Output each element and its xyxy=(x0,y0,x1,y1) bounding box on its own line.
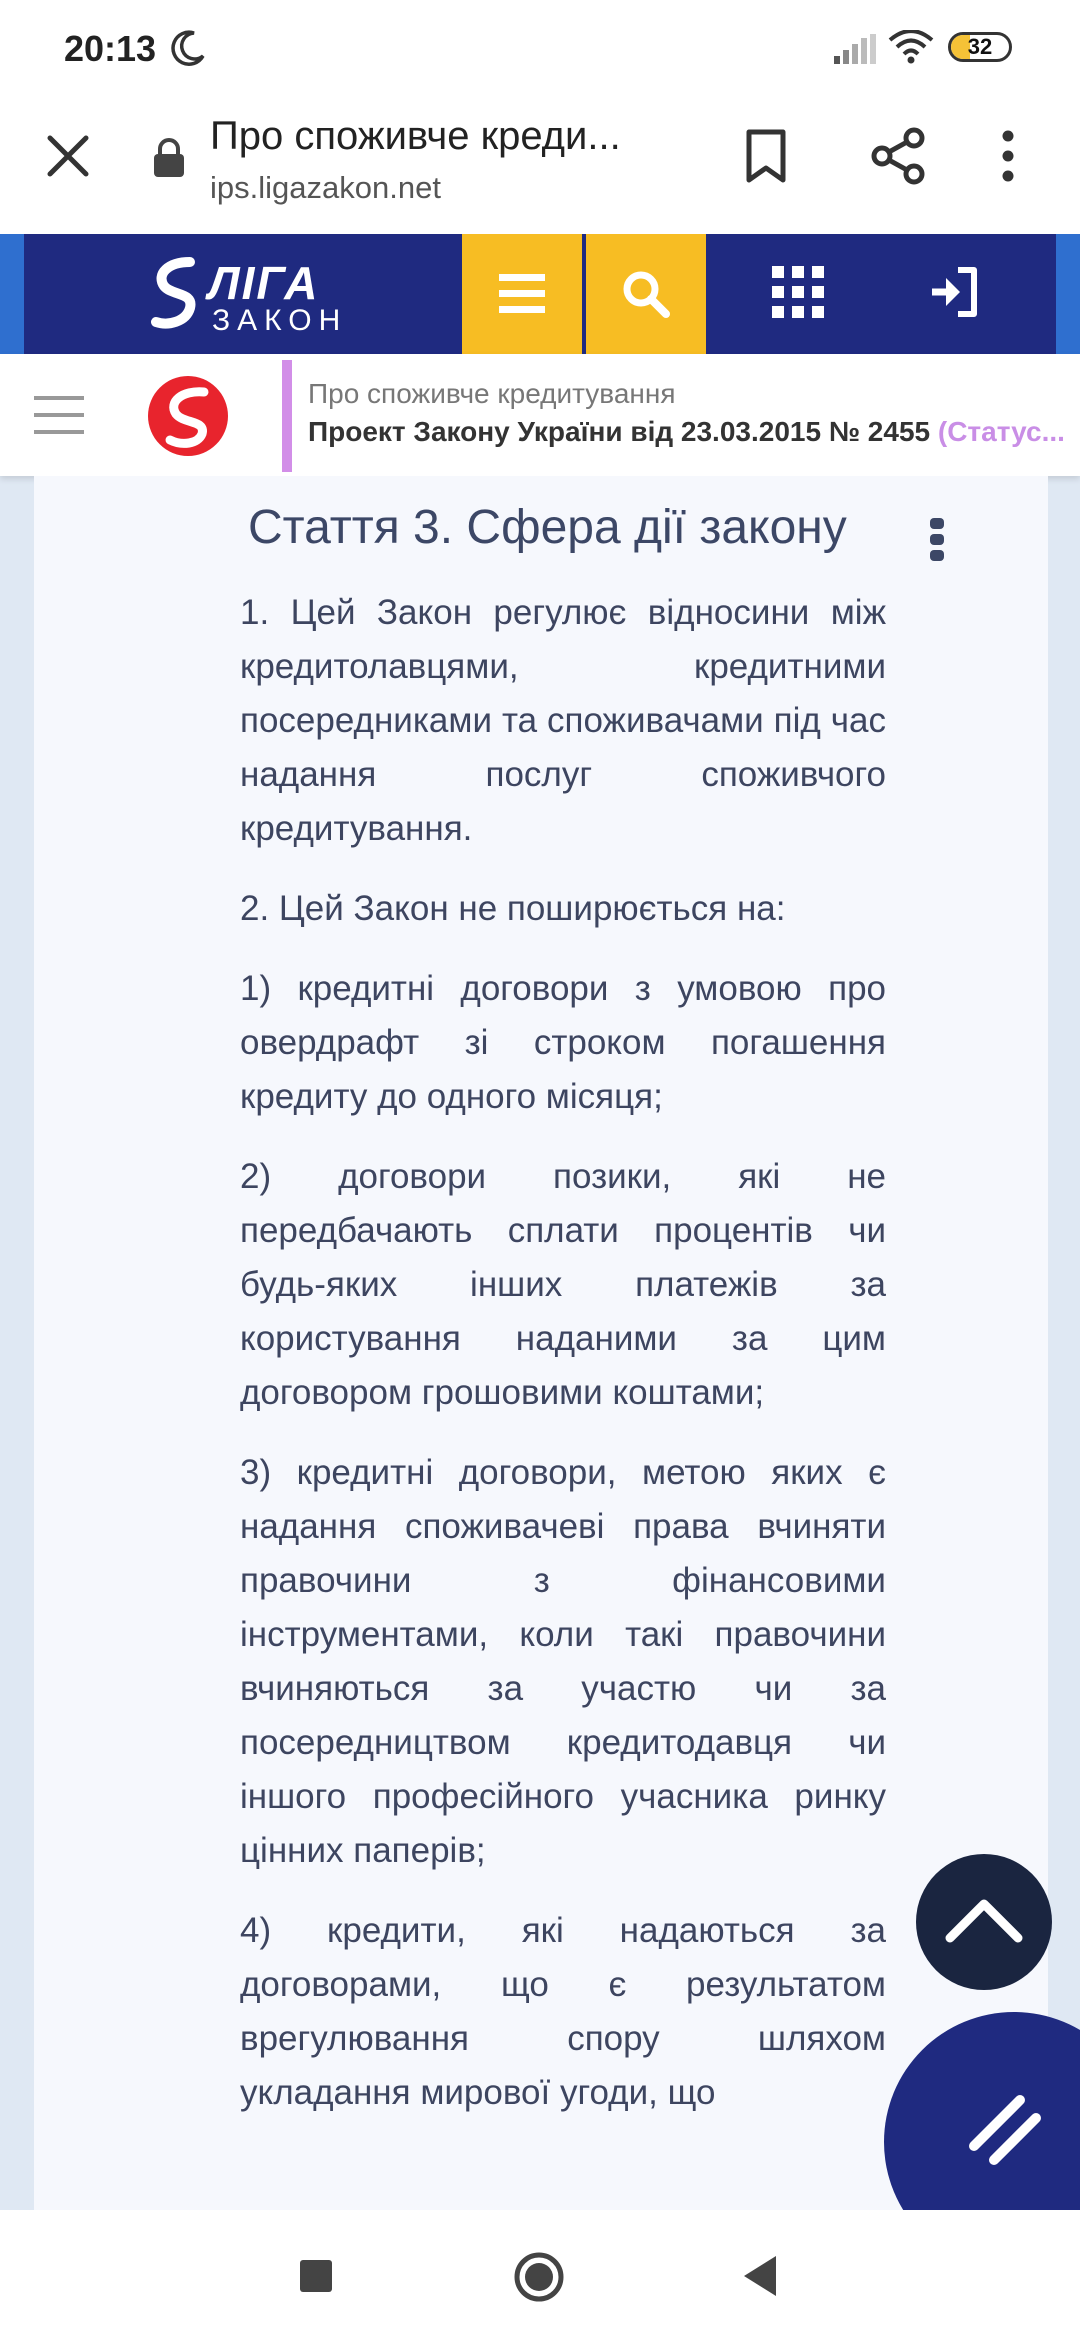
header-edge-left xyxy=(0,234,24,354)
article-title: Стаття 3. Сфера дії закону xyxy=(248,501,847,554)
share-icon[interactable] xyxy=(868,126,928,186)
document-menu-icon[interactable] xyxy=(34,396,84,434)
site-search-button[interactable] xyxy=(586,234,706,354)
document-header xyxy=(0,354,1080,476)
article-paragraph: 1. Цей Закон регулює відносини між кредитолавцями, кредитними посередниками та споживачами під час надання послуг споживчого кредитування. xyxy=(240,593,886,848)
article-more-icon[interactable] xyxy=(928,518,946,562)
system-nav-bar xyxy=(0,2210,1080,2340)
lock-icon xyxy=(152,138,186,178)
back-icon[interactable] xyxy=(740,2254,780,2298)
article-paragraph: 4) кредити, які надаються за договорами, що є результатом врегулювання спору шляхом укладання мирової угоди, що xyxy=(240,1911,886,2112)
signal-icon xyxy=(834,34,876,64)
site-menu-button[interactable] xyxy=(462,234,582,354)
liga-logo-mark-icon xyxy=(150,256,204,332)
menu-icon xyxy=(499,274,545,314)
scroll-to-top-button[interactable] xyxy=(916,1854,1052,1990)
edit-pen-icon xyxy=(960,2082,1050,2172)
article-paragraph: 2) договори позики, які не передбачають сплати процентів чи будь-яких інших платежів за користування наданими за цим договором грошовими коштами; xyxy=(240,1157,886,1412)
liga-logo-top: ЛІГА xyxy=(208,257,320,309)
more-vert-icon[interactable] xyxy=(1000,126,1016,186)
liga-round-logo-icon[interactable] xyxy=(146,374,230,458)
bookmark-icon[interactable] xyxy=(744,128,788,184)
liga-logo-bottom: ЗАКОН xyxy=(212,304,348,337)
document-title-text: Проект Закону України від 23.03.2015 № 2455 xyxy=(308,416,931,447)
apps-grid-icon[interactable] xyxy=(770,264,826,320)
status-time: 20:13 xyxy=(64,28,157,69)
close-icon[interactable] xyxy=(40,128,96,184)
article-paragraph: 1) кредитні договори з умовою про овердрафт зі строком погашення кредиту до одного місяця; xyxy=(240,969,886,1116)
wifi-icon xyxy=(888,30,934,64)
header-edge-right xyxy=(1056,234,1080,354)
document-subtitle: Про споживче кредитування xyxy=(308,378,676,409)
battery-level: 32 xyxy=(967,34,993,59)
article-paragraph: 3) кредитні договори, метою яких є надання споживачеві права вчиняти правочини з фінансовими інструментами, коли такі правочини вчиняються за участю чи за посередництвом кредитодавця чи іншого професійного учасника ринку цінних паперів; xyxy=(240,1453,886,1870)
site-header xyxy=(0,234,1080,354)
document-status-divider xyxy=(282,360,292,472)
recent-apps-icon[interactable] xyxy=(300,2260,332,2292)
page-title[interactable]: Про споживче креди... xyxy=(210,114,621,158)
article-body xyxy=(240,586,886,2146)
home-icon[interactable] xyxy=(512,2250,566,2304)
article-card xyxy=(34,476,1048,2210)
article-paragraph: 2. Цей Закон не поширюється на: xyxy=(240,889,786,928)
battery-indicator xyxy=(948,32,1012,62)
moon-icon xyxy=(168,28,208,68)
search-icon xyxy=(621,269,671,319)
chevron-up-icon xyxy=(944,1894,1024,1944)
login-icon[interactable] xyxy=(928,266,980,318)
status-bar xyxy=(0,0,1080,98)
page-url[interactable]: ips.ligazakon.net xyxy=(210,170,441,205)
document-status: (Статус... xyxy=(937,416,1065,447)
browser-toolbar xyxy=(0,98,1080,234)
document-title[interactable] xyxy=(308,416,1068,448)
